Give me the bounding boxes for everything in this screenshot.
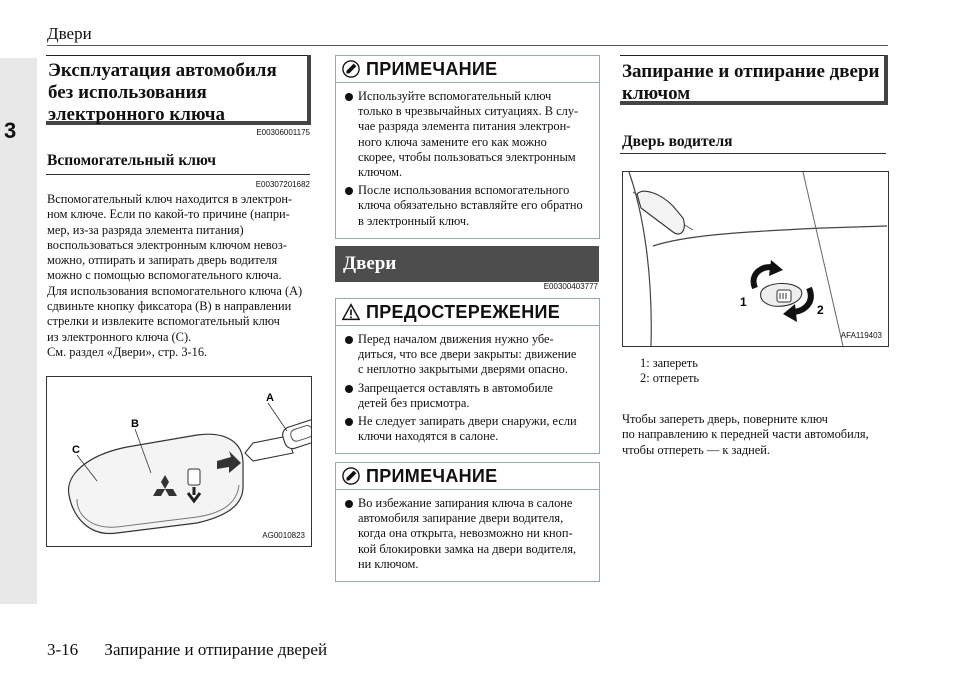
section-code: E00306001175 [256, 128, 310, 137]
caution-item: Запрещается оставлять в автомобиле детей без присмотра. [344, 381, 593, 411]
pencil-note-icon [342, 60, 360, 78]
page-footer [47, 640, 327, 660]
callout-2: 2 [817, 303, 824, 317]
keyhole-icon [777, 290, 791, 302]
caution-list [336, 326, 599, 453]
page-header-title: Двери [47, 24, 92, 43]
subsection-code: E00307201682 [255, 180, 310, 189]
note-item: Во избежание запирания ключа в салоне автомобиля запирание двери водителя, когда она открыта, невозможно ни кноп- кой блокировки замка на двери водителя, ни ключом. [344, 496, 593, 572]
callout-a: A [266, 392, 274, 404]
lock-section-title: Запирание и отпирание двери ключом [622, 61, 880, 104]
driver-door-rule [620, 153, 886, 154]
door-lock-illustration [623, 172, 888, 346]
spare-key-figure [46, 376, 312, 547]
note-box-1 [335, 55, 600, 239]
caution-box [335, 298, 600, 454]
driver-door-text: Чтобы запереть дверь, поверните ключ по направлению к передней части автомобиля, чтобы отпереть — к задней. [622, 412, 869, 457]
footer-title: Запирание и отпирание дверей [104, 640, 328, 659]
lock-section-title-box [620, 55, 888, 105]
note-header: ПРИМЕЧАНИЕ [336, 463, 599, 490]
subsection-rule [46, 174, 310, 175]
doors-section-title: Двери [335, 246, 599, 282]
callout-1: 1 [740, 295, 747, 309]
section-title-box [46, 55, 311, 125]
note-item: Используйте вспомогательный ключ только в чрезвычайных ситуациях. В слу- чае разряда элемента питания электрон- ного ключа замените его как можно скорее, чтобы пользоваться электронным ключом. [344, 89, 593, 180]
note-list [336, 490, 599, 581]
figure-code: AG0010823 [262, 531, 305, 540]
page-number: 3-16 [47, 640, 79, 659]
warning-triangle-icon [342, 303, 360, 321]
spare-key-text: Вспомогательный ключ находится в электрон- ном ключе. Если по какой-то причине (напри- мер, из-за разряда элемента питания) воспользоваться электронным ключом невоз- можно, отпирать и запирать дверь водителя можно с помощью вспомогательного ключа. Для использования вспомогательного ключа (A) сдвиньте кнопку фиксатора (B) в направлении стрелки и извлеките вспомогательный ключ из электронного ключа (C). См. раздел «Двери», стр. 3-16. [47, 192, 303, 359]
electronic-key-illustration [47, 377, 311, 546]
spare-key-icon [245, 417, 311, 461]
figure-legend: 1: запереть 2: отпереть [640, 356, 700, 386]
caution-item: Перед началом движения нужно убе- диться, что все двери закрыты: движение с неплотно закрытыми дверями опасно. [344, 332, 593, 378]
driver-door-title: Дверь водителя [622, 133, 733, 150]
subsection-title: Вспомогательный ключ [47, 152, 216, 169]
mirror-icon [637, 191, 684, 234]
doors-section-code: E00300403777 [543, 282, 598, 291]
pencil-note-icon [342, 467, 360, 485]
caution-item: Не следует запирать двери снаружи, если ключи находятся в салоне. [344, 414, 593, 444]
note-box-2 [335, 462, 600, 582]
caution-header: ПРЕДОСТЕРЕЖЕНИЕ [336, 299, 599, 326]
header-rule [47, 45, 888, 46]
figure-code: AFA119403 [840, 331, 882, 340]
chapter-number: 3 [4, 118, 17, 143]
note-list [336, 83, 599, 238]
note-header: ПРИМЕЧАНИЕ [336, 56, 599, 83]
callout-b: B [131, 418, 139, 430]
lock-button-icon [188, 469, 200, 485]
note-item: После использования вспомогательного ключа обязательно вставляйте его обратно в электронный ключ. [344, 183, 593, 229]
section-title: Эксплуатация автомобиля без использования электронного ключа [48, 60, 277, 125]
driver-door-figure [622, 171, 889, 347]
callout-c: C [72, 444, 80, 456]
